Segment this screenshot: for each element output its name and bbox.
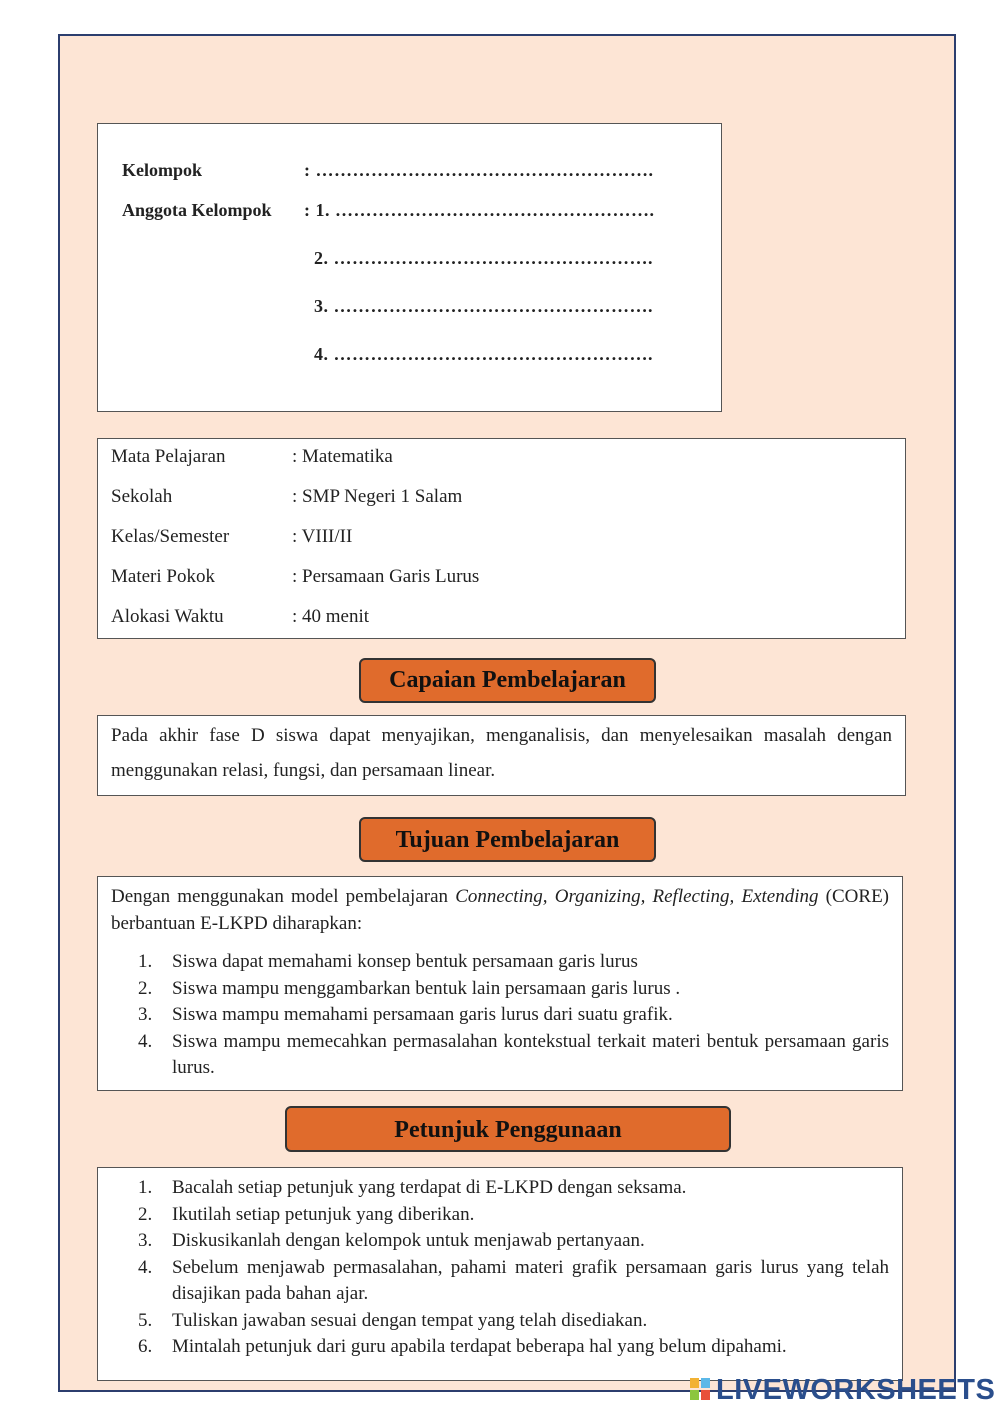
- list-item: [138, 1228, 889, 1255]
- info-value: : SMP Negeri 1 Salam: [292, 486, 463, 507]
- member-field-4[interactable]: 4. …………………………………………….: [314, 344, 653, 364]
- item-number: 2.: [138, 977, 153, 999]
- list-item: [138, 1002, 889, 1029]
- info-row: [111, 606, 369, 628]
- item-text: Diskusikanlah dengan kelompok untuk menjawab pertanyaan.: [172, 1230, 645, 1251]
- tujuan-heading: Tujuan Pembelajaran: [359, 817, 656, 862]
- kelompok-label: Kelompok: [122, 160, 203, 180]
- list-item: [138, 949, 889, 976]
- capaian-box: [97, 715, 906, 796]
- capaian-text: Pada akhir fase D siswa dapat menyajikan, menganalisis, dan menyelesaikan masalah dengan menggunakan relasi, fungsi, dan persamaan linear.: [111, 725, 892, 781]
- kelompok-field[interactable]: : ……………………………………………….: [304, 160, 654, 180]
- item-text: Ikutilah setiap petunjuk yang diberikan.: [172, 1203, 475, 1225]
- info-label: Sekolah: [111, 486, 173, 507]
- item-number: 2.: [138, 1203, 153, 1225]
- info-value: : Persamaan Garis Lurus: [292, 566, 480, 587]
- watermark-text: LIVEWORKSHEETS: [716, 1373, 996, 1406]
- list-item: [138, 976, 889, 1003]
- tujuan-list: [138, 949, 889, 1082]
- item-text: Bacalah setiap petunjuk yang terdapat di E-LKPD dengan seksama.: [172, 1177, 687, 1198]
- liveworksheets-logo-icon: [690, 1378, 712, 1402]
- info-label: Alokasi Waktu: [111, 606, 224, 627]
- member-field-2[interactable]: 2. …………………………………………….: [314, 248, 653, 268]
- petunjuk-list: [138, 1175, 889, 1361]
- info-label: Materi Pokok: [111, 566, 215, 587]
- info-value: : VIII/II: [292, 526, 353, 547]
- list-item: [138, 1334, 889, 1361]
- item-number: 4.: [138, 1030, 153, 1052]
- item-number: 6.: [138, 1336, 153, 1357]
- liveworksheets-watermark: [690, 1374, 995, 1406]
- item-text: Tuliskan jawaban sesuai dengan tempat yang telah disediakan.: [172, 1309, 648, 1331]
- item-text: Mintalah petunjuk dari guru apabila terdapat beberapa hal yang belum dipahami.: [172, 1336, 787, 1357]
- info-row: [111, 566, 479, 588]
- item-text: Siswa dapat memahami konsep bentuk persamaan garis lurus: [172, 951, 638, 972]
- info-label: Kelas/Semester: [111, 526, 230, 547]
- list-item: [138, 1255, 889, 1308]
- info-label: Mata Pelajaran: [111, 446, 226, 467]
- petunjuk-heading: Petunjuk Penggunaan: [285, 1106, 731, 1152]
- tujuan-intro: [111, 883, 889, 937]
- info-row: [111, 446, 393, 468]
- item-text: Sebelum menjawab permasalahan, pahami materi grafik persamaan garis lurus yang telah disajikan pada bahan ajar.: [172, 1256, 889, 1304]
- item-number: 1.: [138, 1177, 153, 1198]
- capaian-heading: Capaian Pembelajaran: [359, 658, 656, 703]
- item-text: Siswa mampu menggambarkan bentuk lain persamaan garis lurus .: [172, 977, 681, 999]
- tujuan-intro-prefix: Dengan menggunakan model pembelajaran: [111, 886, 456, 907]
- info-row: [111, 526, 352, 548]
- tujuan-box: [97, 876, 903, 1091]
- subject-info-box: [97, 438, 906, 639]
- list-item: [138, 1175, 889, 1202]
- list-item: [138, 1308, 889, 1335]
- member-field-3[interactable]: 3. …………………………………………….: [314, 296, 653, 316]
- petunjuk-box: [97, 1167, 903, 1381]
- info-value: : Matematika: [292, 446, 393, 467]
- tujuan-intro-suffix: (CORE) berbantuan E-LKPD diharapkan:: [111, 886, 890, 934]
- list-item: [138, 1202, 889, 1229]
- item-text: Siswa mampu memahami persamaan garis lurus dari suatu grafik.: [172, 1004, 673, 1025]
- item-number: 3.: [138, 1230, 153, 1251]
- item-number: 1.: [138, 951, 153, 972]
- info-row: [111, 486, 462, 508]
- item-number: 5.: [138, 1309, 153, 1331]
- tujuan-intro-model: Connecting, Organizing, Reflecting, Extending: [455, 886, 819, 907]
- item-number: 3.: [138, 1004, 153, 1025]
- item-number: 4.: [138, 1256, 153, 1278]
- info-value: : 40 menit: [292, 606, 370, 627]
- list-item: [138, 1029, 889, 1082]
- member-field-1[interactable]: : 1. …………………………………………….: [304, 200, 655, 220]
- group-box: [97, 123, 722, 412]
- anggota-label: Anggota Kelompok: [122, 200, 272, 220]
- item-text: Siswa mampu memecahkan permasalahan kontekstual terkait materi bentuk persamaan garis lurus.: [172, 1030, 889, 1078]
